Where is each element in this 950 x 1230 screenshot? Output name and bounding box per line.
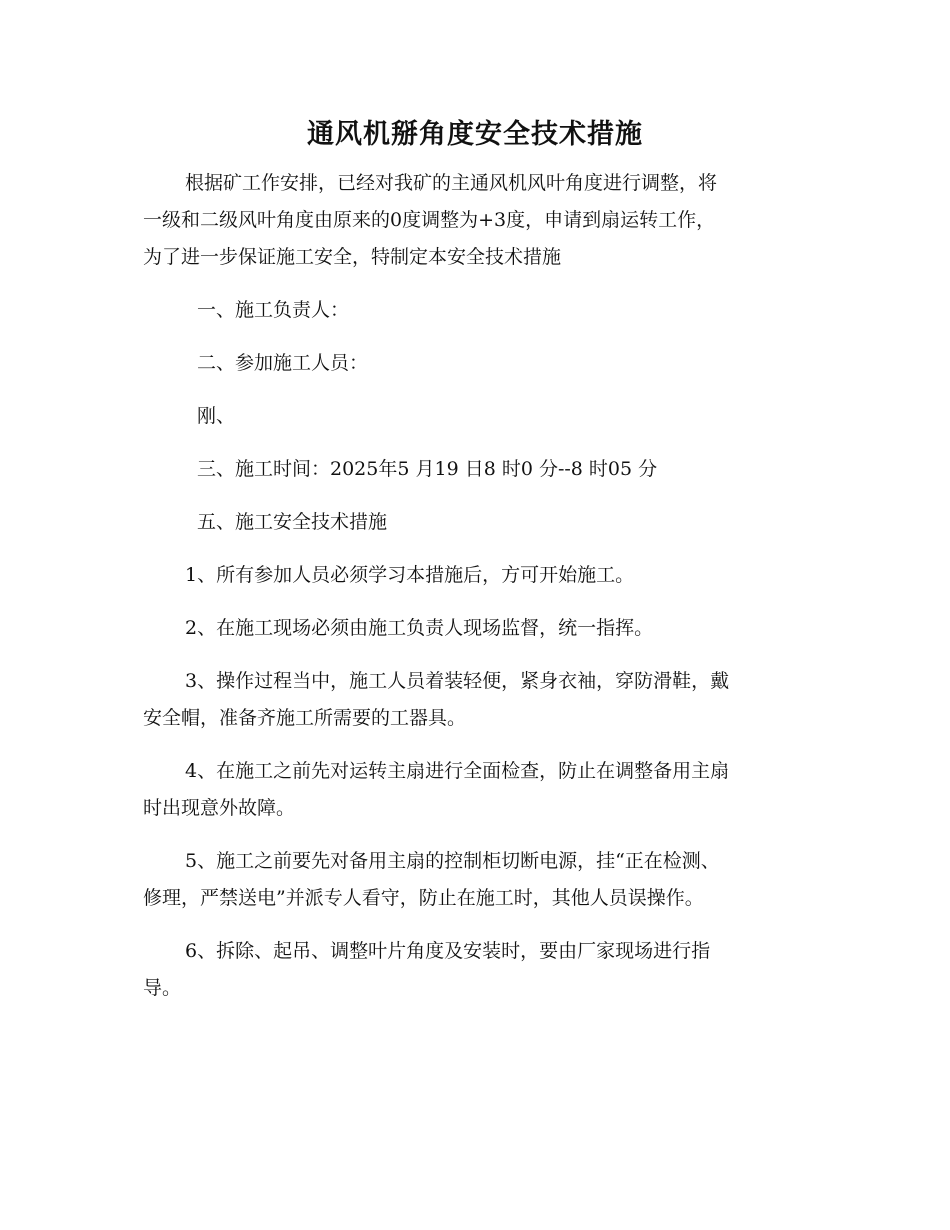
measure-item-4-cont: 时出现意外故障。 (143, 797, 296, 819)
measure-item-5: 5、施工之前要先对备用主扇的控制柜切断电源，挂“正在检测、 (185, 850, 720, 872)
staff-names: 刚、 (197, 405, 236, 427)
measure-item-6-cont: 导。 (143, 977, 182, 999)
section-measures: 五、施工安全技术措施 (197, 511, 388, 533)
measure-item-1: 1、所有参加人员必须学习本措施后，方可开始施工。 (185, 564, 635, 586)
intro-line-1: 根据矿工作安排，已经对我矿的主通风机风叶角度进行调整，将 (185, 172, 718, 194)
measure-item-3-cont: 安全帽，准备齐施工所需要的工器具。 (143, 707, 467, 729)
measure-item-4: 4、在施工之前先对运转主扇进行全面检查，防止在调整备用主扇 (185, 760, 730, 782)
section-time: 三、施工时间：2025年5 月19 日8 时0 分--8 时05 分 (197, 458, 658, 480)
section-staff: 二、参加施工人员： (197, 352, 369, 374)
measure-item-3: 3、操作过程当中，施工人员着装轻便，紧身衣袖，穿防滑鞋，戴 (185, 670, 730, 692)
measure-item-2: 2、在施工现场必须由施工负责人现场监督，统一指挥。 (185, 617, 654, 639)
measure-item-6: 6、拆除、起吊、调整叶片角度及安装时，要由厂家现场进行指 (185, 940, 711, 962)
section-leader: 一、施工负责人： (197, 299, 350, 321)
measure-item-5-cont: 修理，严禁送电”并派专人看守，防止在施工时，其他人员误操作。 (143, 887, 704, 909)
intro-line-2: 一级和二级风叶角度由原来的0度调整为+3度，申请到扇运转工作， (143, 209, 716, 231)
intro-line-3: 为了进一步保证施工安全，特制定本安全技术措施 (143, 246, 562, 268)
document-title: 通风机掰角度安全技术措施 (307, 119, 643, 150)
